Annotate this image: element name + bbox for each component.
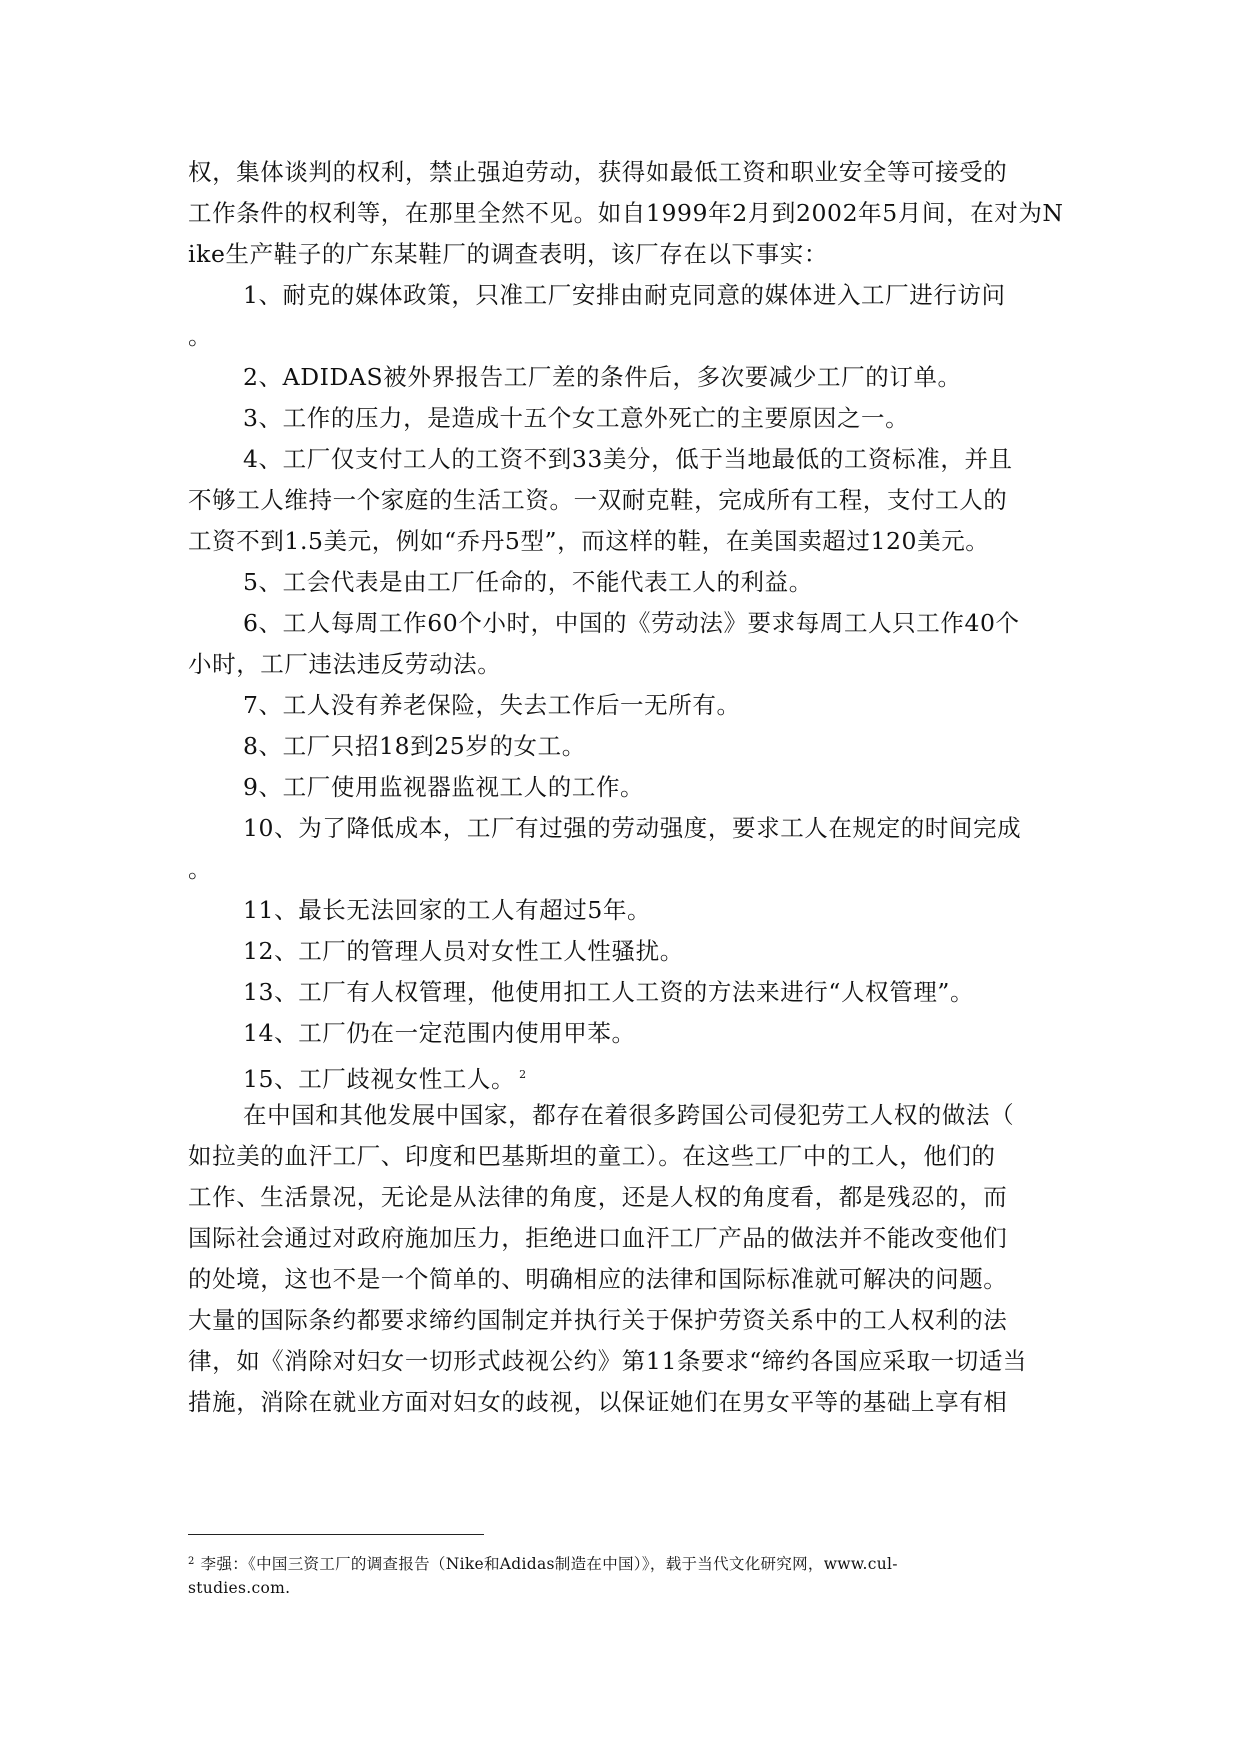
footnote-line <box>188 1549 1068 1575</box>
paragraph-line: 措施，消除在就业方面对妇女的歧视，以保证她们在男女平等的基础上享有相 <box>188 1388 1008 1416</box>
list-item: 1、耐克的媒体政策，只准工厂安排由耐克同意的媒体进入工厂进行访问 <box>243 281 1006 309</box>
paragraph-line: ike生产鞋子的广东某鞋厂的调查表明，该厂存在以下事实： <box>188 240 828 268</box>
list-item: 14、工厂仍在一定范围内使用甲苯。 <box>243 1019 636 1047</box>
footnote-text: 李强：《中国三资工厂的调查报告（Nike和Adidas制造在中国）》，载于当代文化研究网，www.cul- <box>200 1555 898 1573</box>
list-item: 6、工人每周工作60个小时，中国的《劳动法》要求每周工人只工作40个 <box>243 609 1020 637</box>
footnote-line: studies.com. <box>188 1579 291 1597</box>
footnote-reference[interactable]: 2 <box>519 1068 527 1081</box>
list-item: 7、工人没有养老保险，失去工作后一无所有。 <box>243 691 741 719</box>
paragraph-line: 在中国和其他发展中国家，都存在着很多跨国公司侵犯劳工人权的做法（ <box>243 1101 1015 1129</box>
paragraph-line: 。 <box>188 322 213 350</box>
footnote-mark: 2 <box>188 1556 195 1567</box>
list-item: 10、为了降低成本，工厂有过强的劳动强度，要求工人在规定的时间完成 <box>243 814 1022 842</box>
footnote-separator <box>188 1534 484 1535</box>
paragraph-line: 的处境，这也不是一个简单的、明确相应的法律和国际标准就可解决的问题。 <box>188 1265 1008 1293</box>
list-item: 3、工作的压力，是造成十五个女工意外死亡的主要原因之一。 <box>243 404 910 432</box>
list-item <box>188 1054 1058 1095</box>
body-text <box>188 152 1064 1423</box>
paragraph-line: 律，如《消除对妇女一切形式歧视公约》第11条要求“缔约各国应采取一切适当 <box>188 1347 1028 1375</box>
paragraph-line: 权，集体谈判的权利，禁止强迫劳动，获得如最低工资和职业安全等可接受的 <box>188 158 1008 186</box>
list-item-text: 15、工厂歧视女性工人。 <box>243 1065 516 1093</box>
paragraph-line: 国际社会通过对政府施加压力，拒绝进口血汗工厂产品的做法并不能改变他们 <box>188 1224 1008 1252</box>
paragraph-line: 工资不到1.5美元，例如“乔丹5型”，而这样的鞋，在美国卖超过120美元。 <box>188 527 990 555</box>
paragraph-line: 小时，工厂违法违反劳动法。 <box>188 650 502 678</box>
list-item: 11、最长无法回家的工人有超过5年。 <box>243 896 652 924</box>
paragraph-line: 工作条件的权利等，在那里全然不见。如自1999年2月到2002年5月间，在对为N <box>188 199 1064 227</box>
paragraph-line: 。 <box>188 855 213 883</box>
list-item: 9、工厂使用监视器监视工人的工作。 <box>243 773 645 801</box>
list-item: 4、工厂仅支付工人的工资不到33美分，低于当地最低的工资标准，并且 <box>243 445 1013 473</box>
paragraph-line: 大量的国际条约都要求缔约国制定并执行关于保护劳资关系中的工人权利的法 <box>188 1306 1008 1334</box>
list-item: 12、工厂的管理人员对女性工人性骚扰。 <box>243 937 684 965</box>
list-item: 5、工会代表是由工厂任命的，不能代表工人的利益。 <box>243 568 813 596</box>
footnote <box>188 1549 1068 1601</box>
paragraph-line: 如拉美的血汗工厂、印度和巴基斯坦的童工）。在这些工厂中的工人，他们的 <box>188 1142 996 1170</box>
list-item: 8、工厂只招18到25岁的女工。 <box>243 732 586 760</box>
paragraph-line: 工作、生活景况，无论是从法律的角度，还是人权的角度看，都是残忍的，而 <box>188 1183 1008 1211</box>
list-item: 2、ADIDAS被外界报告工厂差的条件后，多次要减少工厂的订单。 <box>243 363 962 391</box>
paragraph-line: 不够工人维持一个家庭的生活工资。一双耐克鞋，完成所有工程，支付工人的 <box>188 486 1008 514</box>
list-item: 13、工厂有人权管理，他使用扣工人工资的方法来进行“人权管理”。 <box>243 978 975 1006</box>
